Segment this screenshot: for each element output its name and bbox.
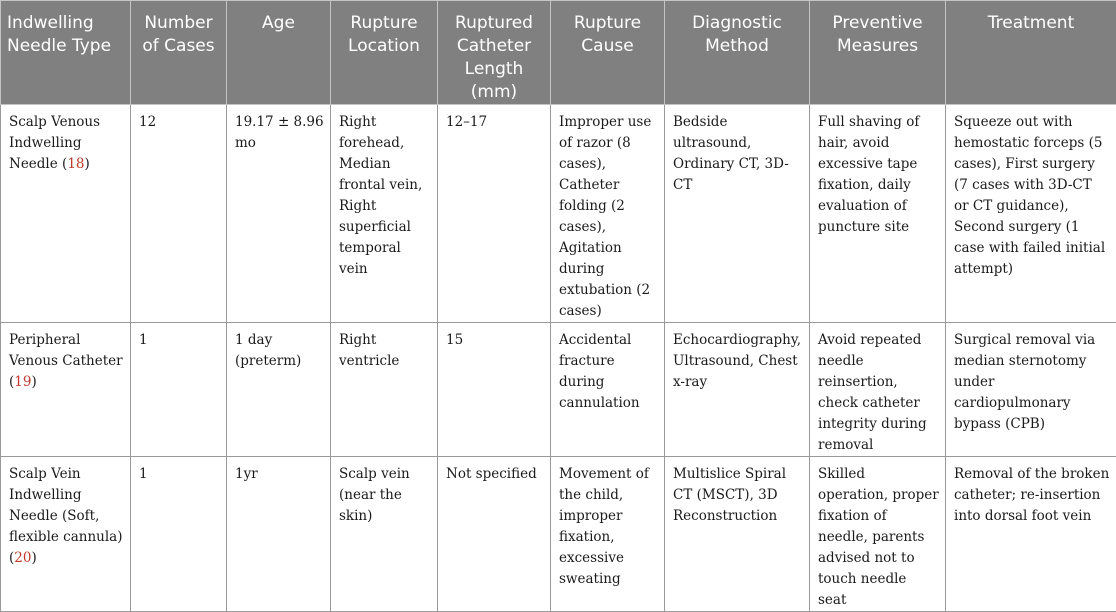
cases-cell: 12 xyxy=(131,105,227,323)
table-row xyxy=(1,457,1116,612)
reference-link[interactable]: 20 xyxy=(14,550,31,566)
header-needle-type: Indwelling Needle Type xyxy=(1,1,131,105)
prevention-cell: Avoid repeated needle reinsertion, check catheter integrity during removal xyxy=(810,323,946,457)
prevention-cell: Full shaving of hair, avoid excessive tape fixation, daily evaluation of puncture site xyxy=(810,105,946,323)
location-cell: Scalp vein (near the skin) xyxy=(331,457,438,612)
header-rupture-location: Rupture Location xyxy=(331,1,438,105)
header-row xyxy=(1,1,1116,105)
header-catheter-length: Ruptured Catheter Length (mm) xyxy=(438,1,551,105)
length-cell: 15 xyxy=(438,323,551,457)
treatment-cell: Surgical removal via median sternotomy under cardiopulmonary bypass (CPB) xyxy=(946,323,1116,457)
table-row xyxy=(1,105,1116,323)
table-row xyxy=(1,323,1116,457)
header-preventive-measures: Preventive Measures xyxy=(810,1,946,105)
length-cell: 12–17 xyxy=(438,105,551,323)
prevention-cell: Skilled operation, proper fixation of needle, parents advised not to touch needle seat xyxy=(810,457,946,612)
reference-link[interactable]: 19 xyxy=(14,374,31,390)
age-cell: 1 day (preterm) xyxy=(227,323,331,457)
treatment-cell: Removal of the broken catheter; re-insertion into dorsal foot vein xyxy=(946,457,1116,612)
needle-type-cell: Scalp Vein Indwelling Needle (Soft, flexible cannula) (20) xyxy=(1,457,131,612)
needle-type-cell: Peripheral Venous Catheter (19) xyxy=(1,323,131,457)
age-cell: 1yr xyxy=(227,457,331,612)
reference-link[interactable]: 18 xyxy=(67,156,84,172)
header-number-of-cases: Number of Cases xyxy=(131,1,227,105)
location-cell: Right ventricle xyxy=(331,323,438,457)
header-diagnostic-method: Diagnostic Method xyxy=(665,1,810,105)
cause-cell: Movement of the child, improper fixation, excessive sweating xyxy=(551,457,665,612)
age-cell: 19.17 ± 8.96 mo xyxy=(227,105,331,323)
diagnosis-cell: Echocardiography, Ultrasound, Chest x-ray xyxy=(665,323,810,457)
cases-cell: 1 xyxy=(131,457,227,612)
cause-cell: Accidental fracture during cannulation xyxy=(551,323,665,457)
treatment-cell: Squeeze out with hemostatic forceps (5 cases), First surgery (7 cases with 3D-CT or CT guidance), Second surgery (1 case with failed initial attempt) xyxy=(946,105,1116,323)
length-cell: Not specified xyxy=(438,457,551,612)
cause-cell: Improper use of razor (8 cases), Catheter folding (2 cases), Agitation during extubation (2 cases) xyxy=(551,105,665,323)
cases-cell: 1 xyxy=(131,323,227,457)
diagnosis-cell: Bedside ultrasound, Ordinary CT, 3D-CT xyxy=(665,105,810,323)
header-age: Age xyxy=(227,1,331,105)
location-cell: Right forehead, Median frontal vein, Right superficial temporal vein xyxy=(331,105,438,323)
header-rupture-cause: Rupture Cause xyxy=(551,1,665,105)
needle-type-cell: Scalp Venous Indwelling Needle (18) xyxy=(1,105,131,323)
diagnosis-cell: Multislice Spiral CT (MSCT), 3D Reconstruction xyxy=(665,457,810,612)
header-treatment: Treatment xyxy=(946,1,1116,105)
